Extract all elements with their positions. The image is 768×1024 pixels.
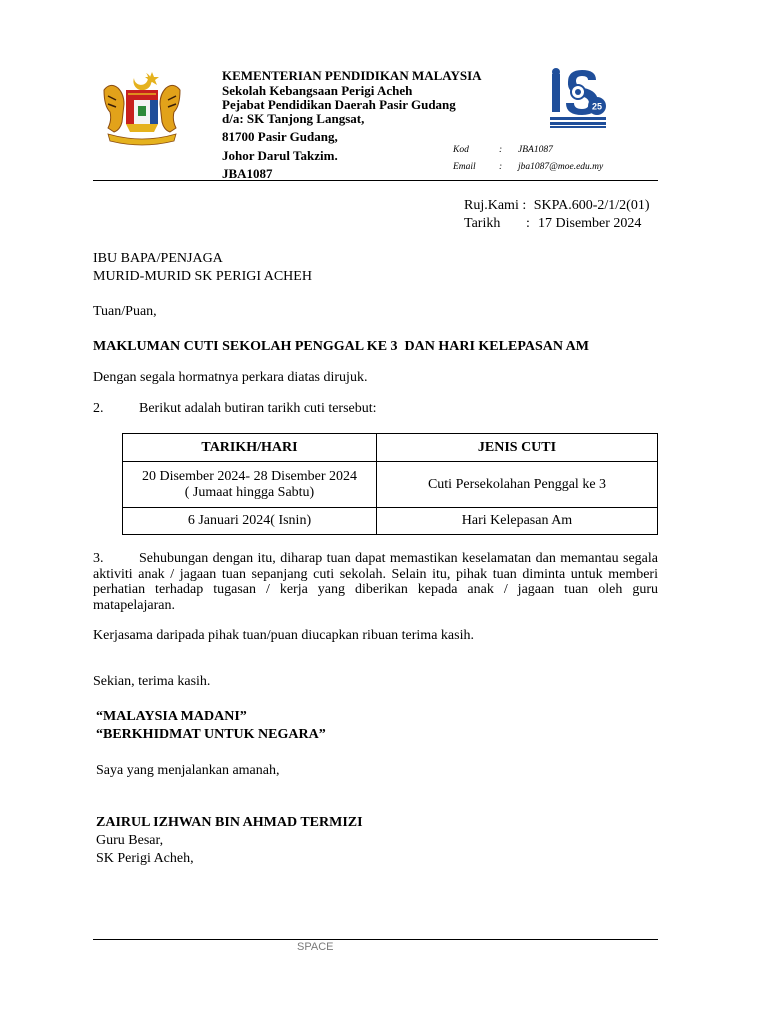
ruj-value: SKPA.600-2/1/2(01)	[533, 198, 650, 213]
recipient-line-1: IBU BAPA/PENJAGA	[93, 251, 223, 266]
ministry-name: KEMENTERIAN PENDIDIKAN MALAYSIA	[222, 68, 482, 83]
header-jenis-cuti: JENIS CUTI	[377, 434, 658, 462]
holiday-table	[122, 433, 658, 535]
recipient-line-2: MURID-MURID SK PERIGI ACHEH	[93, 269, 312, 284]
tarikh-value: 17 Disember 2024	[538, 216, 642, 231]
row-2-date: 6 Januari 2024( Isnin)	[123, 508, 377, 535]
letterhead-divider	[93, 180, 658, 181]
row-1-days: ( Jumaat hingga Sabtu)	[184, 484, 315, 500]
row-2-type: Hari Kelepasan Am	[377, 508, 658, 535]
email-label: Email	[453, 162, 476, 172]
row-1-type: Cuti Persekolahan Penggal ke 3	[377, 462, 658, 508]
kod-label: Kod	[453, 145, 469, 155]
paragraph-2-text: Berikut adalah butiran tarikh cuti tersebut:	[139, 401, 377, 416]
tarikh-label: Tarikh	[464, 216, 501, 231]
email-value: jba1087@moe.edu.my	[518, 162, 604, 172]
svg-text:25: 25	[591, 101, 603, 112]
ruj-label: Ruj.Kami :	[464, 198, 527, 213]
kod-value: JBA1087	[518, 145, 553, 155]
signatory-name: ZAIRUL IZHWAN BIN AHMAD TERMIZI	[96, 815, 363, 830]
salutation: Tuan/Puan,	[93, 304, 157, 319]
paragraph-2-number: 2.	[93, 401, 104, 416]
footer-divider	[93, 939, 658, 940]
row-1-date-range: 20 Disember 2024- 28 Disember 2024	[141, 468, 358, 484]
school-25-anniversary-logo	[548, 68, 608, 130]
footer-space-label: SPACE	[297, 941, 334, 953]
date-line	[464, 215, 641, 233]
table-row	[123, 508, 658, 535]
contact-kod	[453, 142, 633, 158]
header-tarikh-hari: TARIKH/HARI	[123, 434, 377, 462]
amanah-line: Saya yang menjalankan amanah,	[96, 763, 280, 778]
opening-paragraph: Dengan segala hormatnya perkara diatas dirujuk.	[93, 370, 368, 385]
table-header-row	[123, 434, 658, 462]
paragraph-3	[93, 551, 658, 613]
thanks-paragraph: Kerjasama daripada pihak tuan/puan diucapkan ribuan terima kasih.	[93, 628, 474, 643]
signatory-title: Guru Besar,	[96, 833, 164, 848]
reference-line	[464, 197, 650, 215]
address-line: d/a: SK Tanjong Langsat,	[222, 111, 365, 126]
letterhead-address	[222, 68, 482, 182]
school-code: JBA1087	[222, 166, 273, 181]
paragraph-2	[93, 400, 377, 418]
contact-email	[453, 159, 633, 175]
tarikh-separator: :	[526, 216, 530, 231]
motto-line-1: “MALAYSIA MADANI”	[96, 709, 247, 724]
motto-line-2: “BERKHIDMAT UNTUK NEGARA”	[96, 727, 326, 742]
address-state: Johor Darul Takzim.	[222, 148, 338, 163]
district-office: Pejabat Pendidikan Daerah Pasir Gudang	[222, 97, 456, 112]
table-row	[123, 462, 658, 508]
closing-line: Sekian, terima kasih.	[93, 674, 211, 689]
email-separator: :	[499, 162, 503, 172]
paragraph-3-text: Sehubungan dengan itu, diharap tuan dapat memastikan keselamatan dan memantau segala aktiviti anak / jagaan tuan sepanjang cuti sekolah. Selain itu, pihak tuan diminta untuk memberi perhatian terhadap tugasan / kerja yang diberikan kepada anak / jagaan tuan oleh guru matapelajaran.	[93, 551, 658, 613]
row-1-date	[123, 462, 377, 508]
letter-subject: MAKLUMAN CUTI SEKOLAH PENGGAL KE 3 DAN HARI KELEPASAN AM	[93, 339, 590, 354]
kod-separator: :	[499, 145, 503, 155]
school-name: Sekolah Kebangsaan Perigi Acheh	[222, 83, 413, 98]
paragraph-3-number: 3.	[93, 551, 104, 566]
signatory-school: SK Perigi Acheh,	[96, 851, 194, 866]
malaysia-coat-of-arms-logo	[100, 68, 184, 148]
address-city: 81700 Pasir Gudang,	[222, 129, 338, 144]
